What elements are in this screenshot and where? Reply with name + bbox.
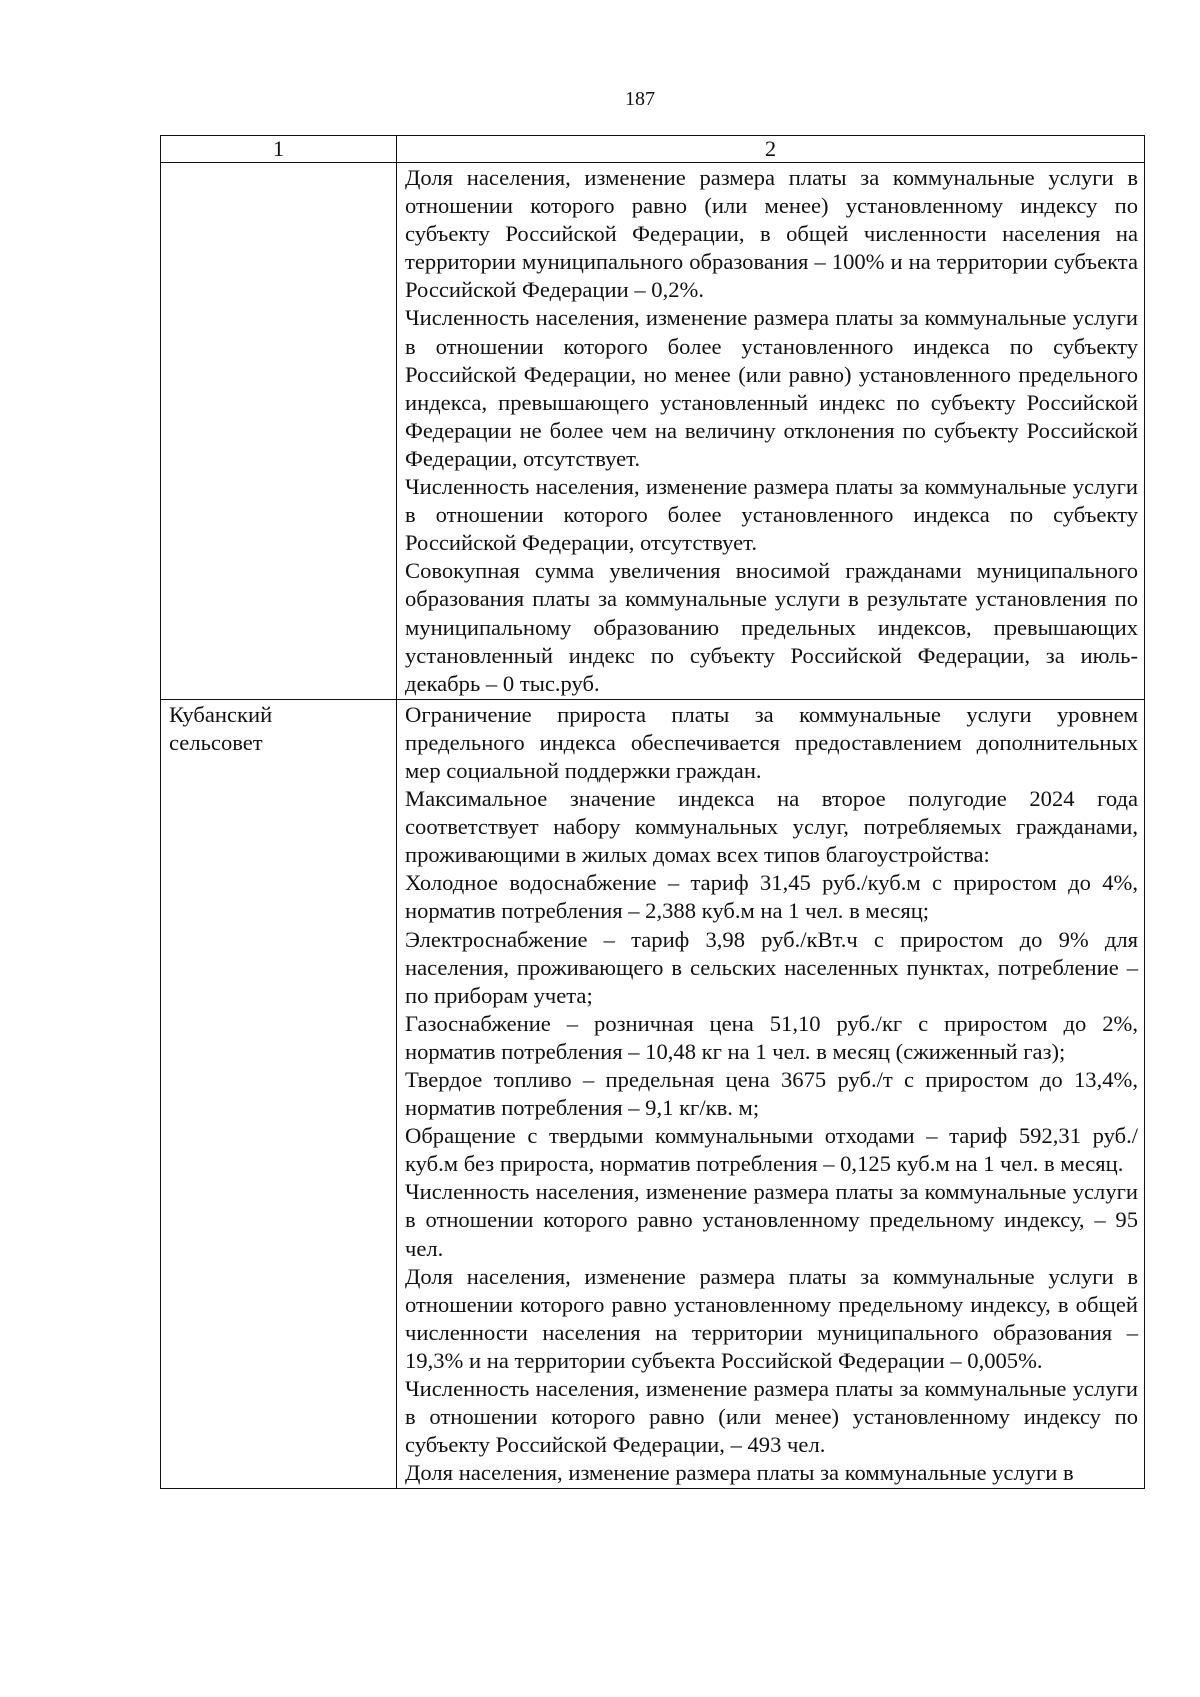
document-table: [160, 135, 1145, 1489]
paragraph: Численность населения, изменение размера платы за коммунальные услуги в отношении которого равно установленному предельному индексу, – 95 чел.: [405, 1179, 1138, 1261]
table-header-row: [161, 136, 1145, 163]
row-municipality-cell: [161, 163, 397, 700]
paragraph: Газоснабжение – розничная цена 51,10 руб./кг с приростом до 2%, норматив потребления – 10,48 кг на 1 чел. в месяц (сжиженный газ);: [405, 1010, 1138, 1064]
paragraph: Доля населения, изменение размера платы за коммунальные услуги в отношении которого равно установленному предельному индексу, в общей численности населения на территории муниципального образования – 19,3% и на территории субъекта Российской Федерации – 0,005%.: [405, 1263, 1138, 1373]
paragraph: Численность населения, изменение размера платы за коммунальные услуги в отношении которого более установленного индекса по субъекту Российской Федерации, отсутствует.: [405, 474, 1138, 556]
paragraph: Холодное водоснабжение – тариф 31,45 руб./куб.м с приростом до 4%, норматив потребления – 2,388 куб.м на 1 чел. в месяц;: [405, 870, 1138, 924]
paragraph: Совокупная сумма увеличения вносимой гражданами муниципального образования платы за коммунальные услуги в результате установления по муниципальному образованию предельных индексов, превышающих установленный индекс по субъекту Российской Федерации, за июль-декабрь – 0 тыс.руб.: [405, 558, 1138, 696]
column-header-1: 1: [161, 136, 397, 163]
municipality-name-line1: Кубанский: [169, 701, 273, 727]
row-description-cell: [397, 163, 1145, 700]
paragraph: Ограничение прироста платы за коммунальные услуги уровнем предельного индекса обеспечивается предоставлением дополнительных мер социальной поддержки граждан.: [405, 701, 1138, 783]
paragraph: Электроснабжение – тариф 3,98 руб./кВт.ч с приростом до 9% для населения, проживающего в сельских населенных пунктах, потребление – по приборам учета;: [405, 926, 1138, 1008]
paragraph: Обращение с твердыми коммунальными отходами – тариф 592,31 руб./куб.м без прироста, норматив потребления – 0,125 куб.м на 1 чел. в месяц.: [405, 1123, 1138, 1177]
table-row: [161, 163, 1145, 700]
paragraph: Численность населения, изменение размера платы за коммунальные услуги в отношении которого равно (или менее) установленному индексу по субъекту Российской Федерации, – 493 чел.: [405, 1376, 1138, 1458]
paragraph: Доля населения, изменение размера платы за коммунальные услуги в: [405, 1460, 1074, 1486]
row-municipality-cell: [161, 699, 397, 1489]
table-row: [161, 699, 1145, 1489]
paragraph: Твердое топливо – предельная цена 3675 руб./т с приростом до 13,4%, норматив потребления – 9,1 кг/кв. м;: [405, 1067, 1138, 1121]
paragraph: Численность населения, изменение размера платы за коммунальные услуги в отношении которого более установленного индекса по субъекту Российской Федерации, но менее (или равно) установленного предельного индекса, превышающего установленный индекс по субъекту Российской Федерации не более чем на величину отклонения по субъекту Российской Федерации, отсутствует.: [405, 305, 1138, 471]
page-number: 187: [625, 88, 655, 110]
municipality-name-line2: сельсовет: [169, 729, 263, 755]
paragraph: Максимальное значение индекса на второе полугодие 2024 года соответствует набору коммунальных услуг, потребляемых гражданами, проживающими в жилых домах всех типов благоустройства:: [405, 786, 1138, 868]
row-description-cell: [397, 699, 1145, 1489]
column-header-2: 2: [397, 136, 1145, 163]
paragraph: Доля населения, изменение размера платы за коммунальные услуги в отношении которого равно (или менее) установленному индексу по субъекту Российской Федерации, в общей численности населения на территории муниципального образования – 100% и на территории субъекта Российской Федерации – 0,2%.: [405, 165, 1138, 303]
